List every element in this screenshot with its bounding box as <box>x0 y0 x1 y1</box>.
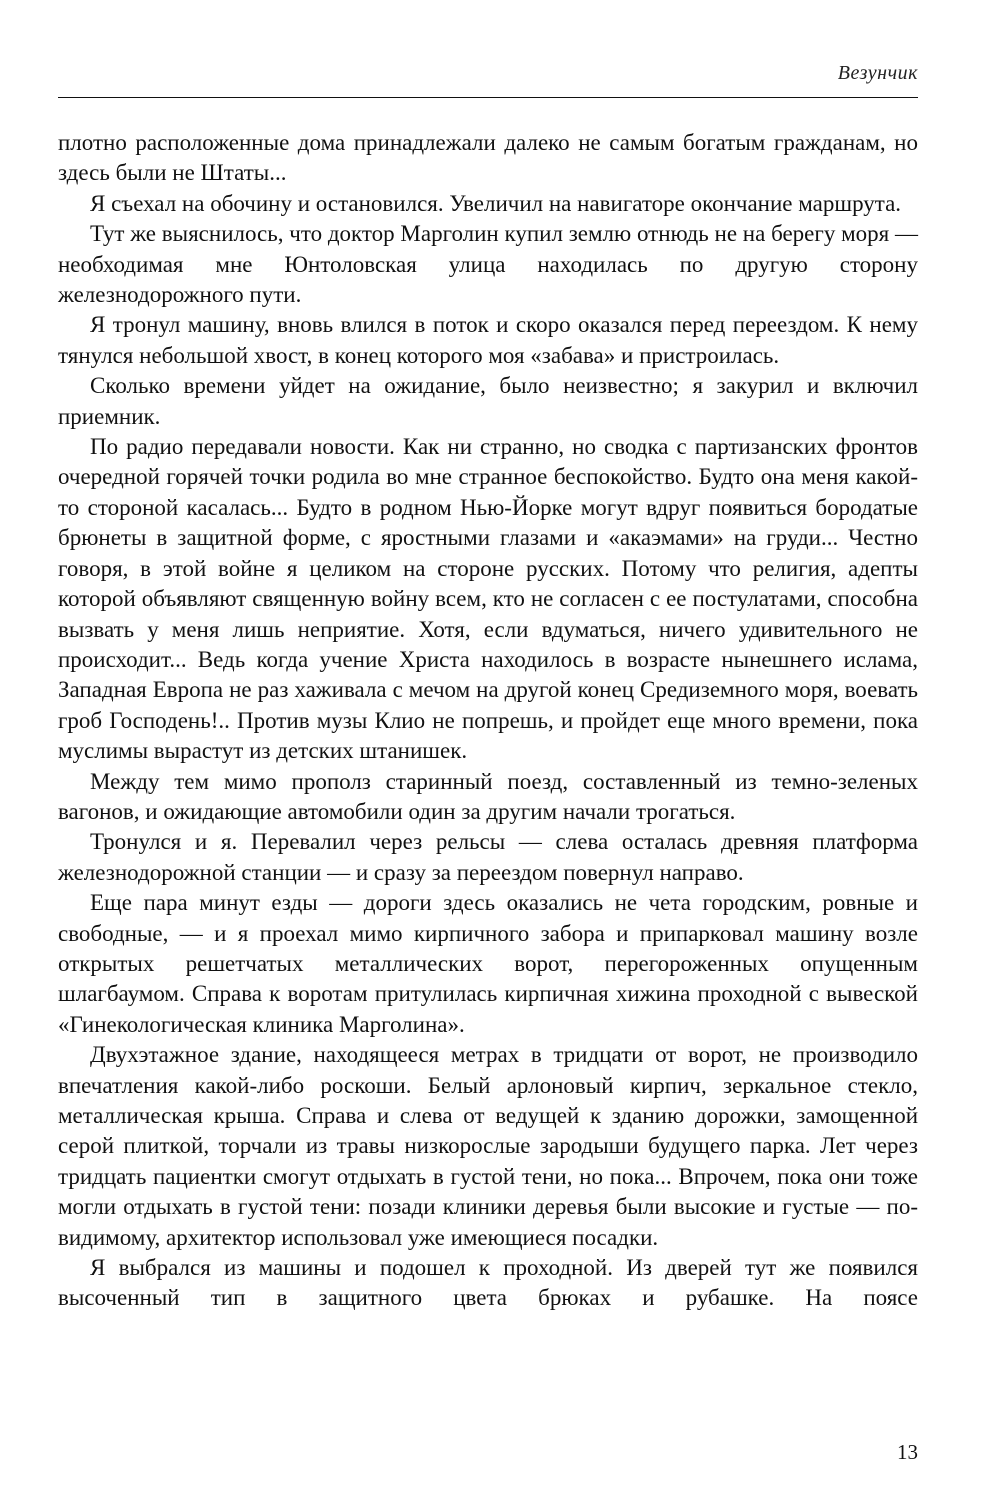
paragraph: плотно расположенные дома принадлежали далеко не самым богатым гражданам, но здесь были не Штаты... <box>58 130 918 186</box>
paragraph: По радио передавали новости. Как ни странно, но сводка с партизанских фронтов очередной горячей точки родила во мне странное беспокойство. Будто она меня какой-то стороной касалась... Будто в родном Нью-Йорке могут вдруг появиться бородатые брюнеты в защитной форме, с яростными глазами и «акаэмами» на груди... Честно говоря, в этой войне я целиком на стороне русских. Потому что религия, адепты которой объявляют священную войну всем, кто не согласен с ее постулатами, способна вызвать у меня лишь неприятие. Хотя, если вдуматься, ничего удивительного не происходит... Ведь когда учение Христа находилось в возрасте нынешнего ислама, Западная Европа не раз хаживала с мечом на другой конец Средиземного моря, воевать гроб Господень!.. Против музы Клио не попрешь, и пройдет еще много времени, пока муслимы вырастут из детских штанишек. <box>58 434 918 764</box>
page-number: 13 <box>897 1440 918 1464</box>
paragraph: Я съехал на обочину и остановился. Увеличил на навигаторе окончание маршрута. <box>90 190 902 216</box>
paragraph: Я выбрался из машины и подошел к проходной. Из дверей тут же появился высоченный тип в защитного цвета брюках и рубашке. На поясе <box>58 1255 918 1311</box>
paragraph: Между тем мимо прополз старинный поезд, составленный из темно-зеленых вагонов, и ожидающие автомобили один за другим начали трогаться. <box>58 768 918 824</box>
paragraph: Еще пара минут езды — дороги здесь оказались не чета городским, ровные и свободные, — и я проехал мимо кирпичного забора и припарковал машину возле открытых решетчатых металлических ворот, перегороженных опущенным шлагбаумом. Справа к воротам притулилась кирпичная хижина проходной с вывеской «Гинекологическая клиника Марголина». <box>58 890 918 1037</box>
header-rule <box>58 97 918 98</box>
paragraph: Сколько времени уйдет на ожидание, было неизвестно; я закурил и включил приемник. <box>58 373 918 429</box>
paragraph: Тут же выяснилось, что доктор Марголин купил землю отнюдь не на берегу моря — необходимая мне Юнтоловская улица находилась по другую сторону железнодорожного пути. <box>58 221 918 308</box>
running-head: Везунчик <box>837 62 918 84</box>
paragraph: Двухэтажное здание, находящееся метрах в тридцати от ворот, не производило впечатления какой-либо роскоши. Белый арлоновый кирпич, зеркальное стекло, металлическая крыша. Справа и слева от ведущей к зданию дорожки, замощенной серой плиткой, торчали из травы низкорослые зародыши будущего парка. Лет через тридцать пациентки смогут отдыхать в густой тени, но пока... Впрочем, пока они тоже могли отдыхать в густой тени: позади клиники деревья были высокие и густые — по-видимому, архитектор использовал уже имеющиеся посадки. <box>58 1042 918 1250</box>
body-text <box>58 128 918 1314</box>
paragraph: Я тронул машину, вновь влился в поток и скоро оказался перед переездом. К нему тянулся небольшой хвост, в конец которого моя «забава» и пристроилась. <box>58 312 918 368</box>
paragraph: Тронулся и я. Перевалил через рельсы — слева осталась древняя платформа железнодорожной станции — и сразу за переездом повернул направо. <box>58 829 918 885</box>
